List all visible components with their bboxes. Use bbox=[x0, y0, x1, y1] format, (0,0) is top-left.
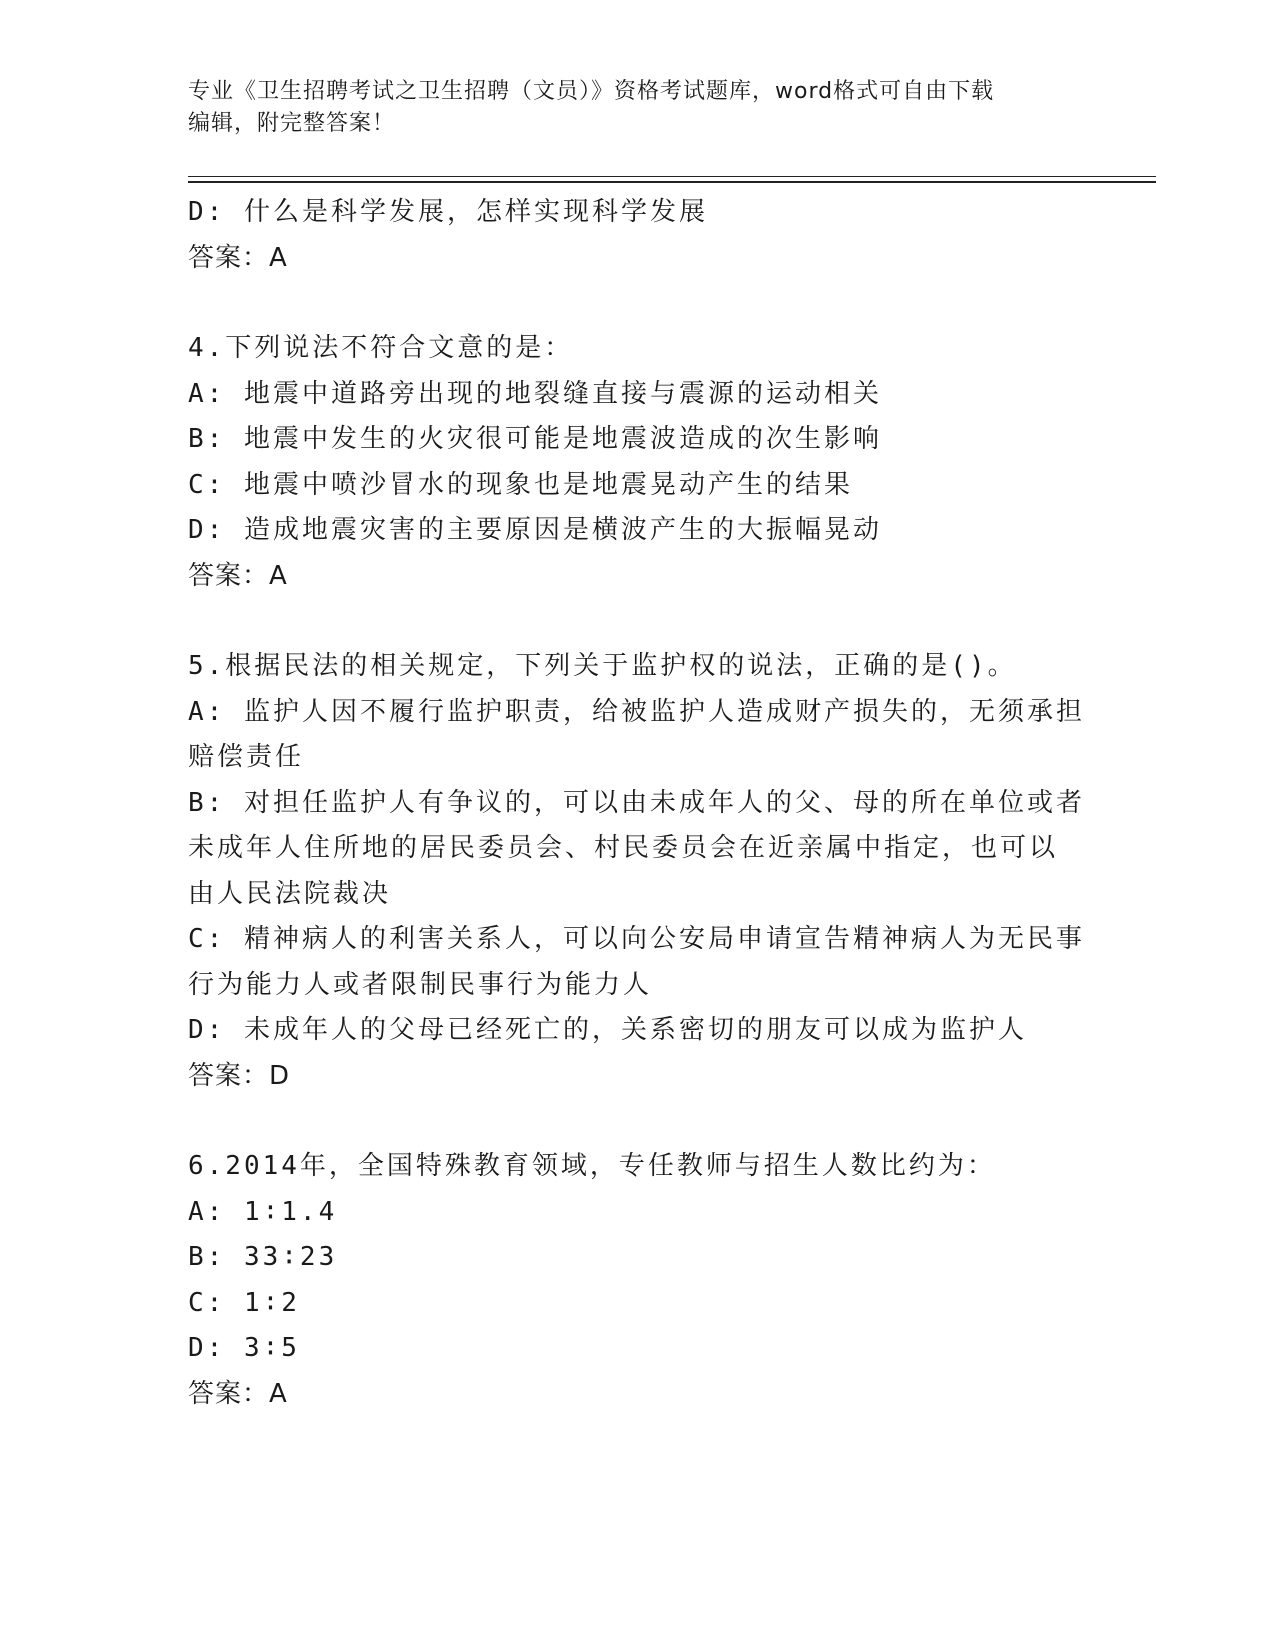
q3-option-d: D: 什么是科学发展，怎样实现科学发展 bbox=[188, 197, 708, 227]
q5-option-c-line-2: 行为能力人或者限制民事行为能力人 bbox=[188, 969, 653, 1000]
q6-option-a: A: 1∶1.4 bbox=[188, 1196, 338, 1227]
q3-answer: 答案：A bbox=[188, 242, 288, 273]
question-4 bbox=[188, 326, 1088, 599]
q5-option-a-line-2: 赔偿责任 bbox=[188, 742, 305, 772]
q6-option-d: D: 3∶5 bbox=[188, 1333, 300, 1363]
question-3-tail bbox=[188, 190, 1088, 281]
question-6 bbox=[188, 1144, 1088, 1417]
q4-stem: 4.下列说法不符合文意的是： bbox=[188, 333, 574, 363]
header-line-1: 专业《卫生招聘考试之卫生招聘（文员）》资格考试题库，word格式可自由下载 bbox=[188, 79, 995, 104]
q4-option-a: A: 地震中道路旁出现的地裂缝直接与震源的运动相关 bbox=[188, 378, 882, 409]
document-header bbox=[188, 76, 1068, 140]
header-line-2: 编辑，附完整答案！ bbox=[188, 111, 396, 136]
q6-answer: 答案：A bbox=[188, 1378, 288, 1409]
q5-answer: 答案：D bbox=[188, 1060, 291, 1091]
q4-answer: 答案：A bbox=[188, 560, 288, 591]
q4-option-d: D: 造成地震灾害的主要原因是横波产生的大振幅晃动 bbox=[188, 515, 882, 545]
q5-option-b-line-2: 未成年人住所地的居民委员会、村民委员会在近亲属中指定，也可以 bbox=[188, 833, 1059, 863]
q5-option-d: D: 未成年人的父母已经死亡的，关系密切的朋友可以成为监护人 bbox=[188, 1015, 1027, 1045]
q5-option-b-line-3: 由人民法院裁决 bbox=[188, 878, 392, 909]
q6-option-c: C: 1∶2 bbox=[188, 1287, 300, 1318]
spacer bbox=[188, 1099, 1088, 1144]
q5-stem: 5.根据民法的相关规定，下列关于监护权的说法，正确的是()。 bbox=[188, 651, 1017, 681]
q5-option-b-line-1: B: 对担任监护人有争议的，可以由未成年人的父、母的所在单位或者 bbox=[188, 787, 1085, 818]
q5-option-c-line-1: C: 精神病人的利害关系人，可以向公安局申请宣告精神病人为无民事 bbox=[188, 924, 1085, 954]
header-rule-thin bbox=[188, 176, 1156, 177]
q5-option-a-line-1: A: 监护人因不履行监护职责，给被监护人造成财产损失的，无须承担 bbox=[188, 696, 1085, 727]
q4-option-b: B: 地震中发生的火灾很可能是地震波造成的次生影响 bbox=[188, 424, 882, 454]
question-list bbox=[188, 190, 1088, 1417]
spacer bbox=[188, 599, 1088, 644]
q6-stem: 6.2014年，全国特殊教育领域，专任教师与招生人数比约为： bbox=[188, 1151, 996, 1181]
spacer bbox=[188, 281, 1088, 326]
question-5 bbox=[188, 644, 1088, 1099]
q4-option-c: C: 地震中喷沙冒水的现象也是地震晃动产生的结果 bbox=[188, 469, 853, 500]
header-rule-thick bbox=[188, 181, 1156, 183]
q6-option-b: B: 33∶23 bbox=[188, 1242, 338, 1272]
